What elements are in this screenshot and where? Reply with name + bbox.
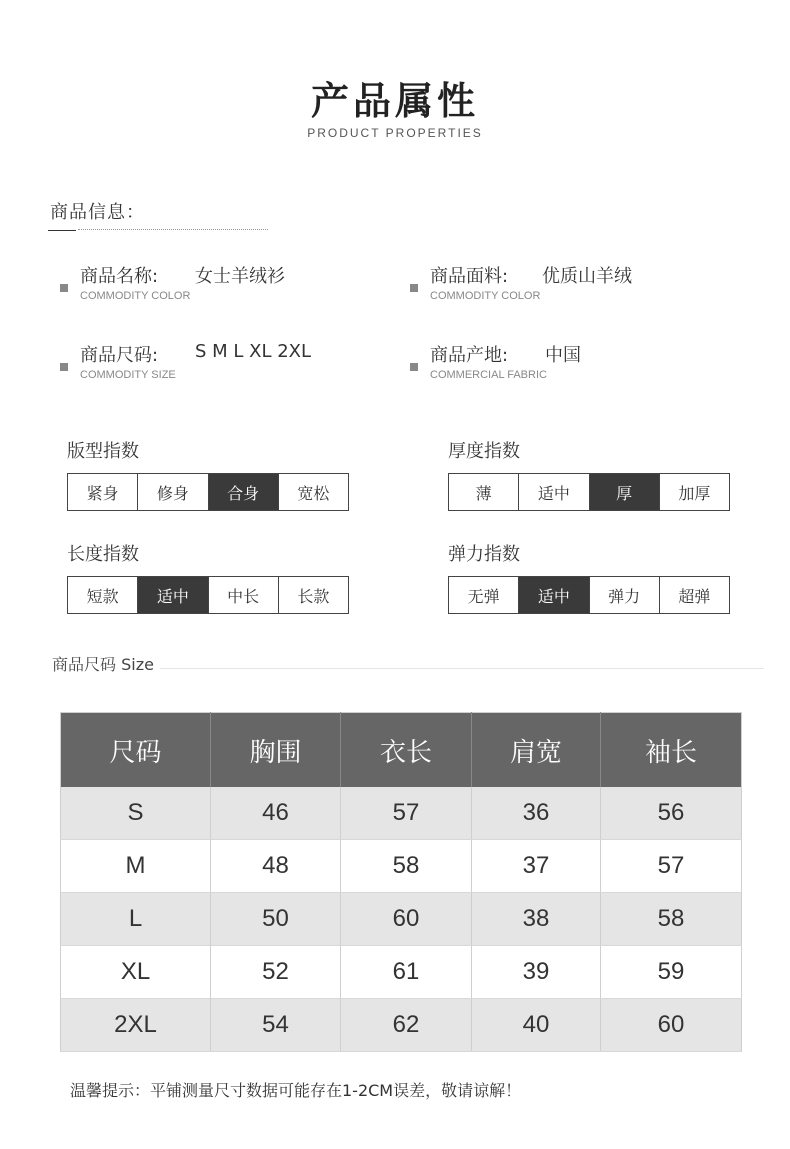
table-cell: 40 [472, 999, 601, 1052]
fit-option[interactable]: 宽松 [278, 474, 348, 510]
table-cell: S [61, 787, 211, 840]
info-label: 商品尺码: [80, 345, 159, 366]
square-bullet-icon [60, 284, 68, 292]
elasticity-option[interactable]: 适中 [518, 577, 588, 613]
heading-underline [48, 230, 76, 231]
disclaimer-note: 温馨提示：平铺测量尺寸数据可能存在1-2CM误差，敬请谅解！ [70, 1081, 522, 1100]
table-cell: 59 [601, 946, 742, 999]
table-cell: 58 [601, 893, 742, 946]
fit-index [67, 437, 349, 511]
square-bullet-icon [410, 363, 418, 371]
size-heading: 商品尺码 Size [52, 655, 154, 674]
table-cell: 37 [472, 840, 601, 893]
info-value: 女士羊绒衫 [195, 266, 285, 287]
info-sublabel: COMMERCIAL FABRIC [430, 369, 547, 381]
info-heading: 商品信息： [50, 202, 145, 223]
table-cell: 60 [601, 999, 742, 1052]
page-title: 产品属性 [310, 79, 479, 123]
info-value: 中国 [545, 345, 581, 366]
column-header: 衣长 [341, 713, 472, 788]
thickness-option[interactable]: 厚 [589, 474, 659, 510]
heading-dotted-line [78, 229, 268, 230]
table-row [61, 840, 742, 893]
fit-index-options [67, 473, 349, 511]
table-cell: 52 [211, 946, 341, 999]
elasticity-option[interactable]: 无弹 [467, 586, 500, 606]
square-bullet-icon [60, 363, 68, 371]
table-row [61, 999, 742, 1052]
table-cell: 46 [211, 787, 341, 840]
elasticity-option[interactable]: 超弹 [659, 577, 729, 613]
elasticity-index-options [448, 576, 730, 614]
info-value: 优质山羊绒 [542, 266, 632, 287]
column-header: 肩宽 [472, 713, 601, 788]
table-row [61, 787, 742, 840]
column-header: 袖长 [601, 713, 742, 788]
table-cell: 61 [341, 946, 472, 999]
length-index-options [67, 576, 349, 614]
column-header: 胸围 [211, 713, 341, 788]
table-cell: XL [61, 946, 211, 999]
length-option[interactable]: 中长 [208, 577, 278, 613]
thickness-option[interactable]: 适中 [518, 474, 588, 510]
fit-option[interactable]: 合身 [208, 474, 278, 510]
table-cell: M [61, 840, 211, 893]
table-cell: 36 [472, 787, 601, 840]
info-label: 商品产地: [430, 345, 509, 366]
thickness-option[interactable]: 加厚 [659, 474, 729, 510]
index-title: 长度指数 [67, 544, 139, 565]
info-label: 商品面料: [430, 266, 509, 287]
table-cell: 57 [601, 840, 742, 893]
fit-option[interactable]: 修身 [137, 474, 207, 510]
elasticity-index [448, 540, 730, 614]
square-bullet-icon [410, 284, 418, 292]
thickness-index [448, 437, 730, 511]
table-cell: 2XL [61, 999, 211, 1052]
divider [160, 668, 764, 669]
info-item-size [60, 341, 390, 391]
page-subtitle: PRODUCT PROPERTIES [307, 126, 483, 140]
index-title: 版型指数 [67, 441, 139, 462]
table-cell: 39 [472, 946, 601, 999]
info-sublabel: COMMODITY COLOR [80, 290, 191, 302]
index-title: 弹力指数 [448, 544, 520, 565]
table-row [61, 946, 742, 999]
length-option[interactable]: 长款 [278, 577, 348, 613]
size-table [60, 712, 742, 1052]
info-item-fabric [410, 262, 740, 312]
info-sublabel: COMMODITY SIZE [80, 369, 176, 381]
table-header-row [61, 713, 742, 788]
table-cell: 48 [211, 840, 341, 893]
elasticity-option[interactable]: 弹力 [589, 577, 659, 613]
table-cell: 54 [211, 999, 341, 1052]
table-cell: L [61, 893, 211, 946]
index-title: 厚度指数 [448, 441, 520, 462]
table-cell: 50 [211, 893, 341, 946]
fit-option[interactable]: 紧身 [86, 483, 119, 503]
length-option[interactable]: 适中 [137, 577, 207, 613]
length-index [67, 540, 349, 614]
table-cell: 56 [601, 787, 742, 840]
length-option[interactable]: 短款 [86, 586, 119, 606]
info-value: S M L XL 2XL [195, 341, 312, 362]
table-row [61, 893, 742, 946]
table-cell: 62 [341, 999, 472, 1052]
table-cell: 58 [341, 840, 472, 893]
column-header: 尺码 [61, 713, 211, 788]
info-sublabel: COMMODITY COLOR [430, 290, 541, 302]
table-cell: 38 [472, 893, 601, 946]
info-label: 商品名称: [80, 266, 159, 287]
info-item-origin [410, 341, 740, 391]
thickness-option[interactable]: 薄 [475, 483, 492, 503]
table-cell: 60 [341, 893, 472, 946]
table-cell: 57 [341, 787, 472, 840]
thickness-index-options [448, 473, 730, 511]
info-item-name [60, 262, 390, 312]
